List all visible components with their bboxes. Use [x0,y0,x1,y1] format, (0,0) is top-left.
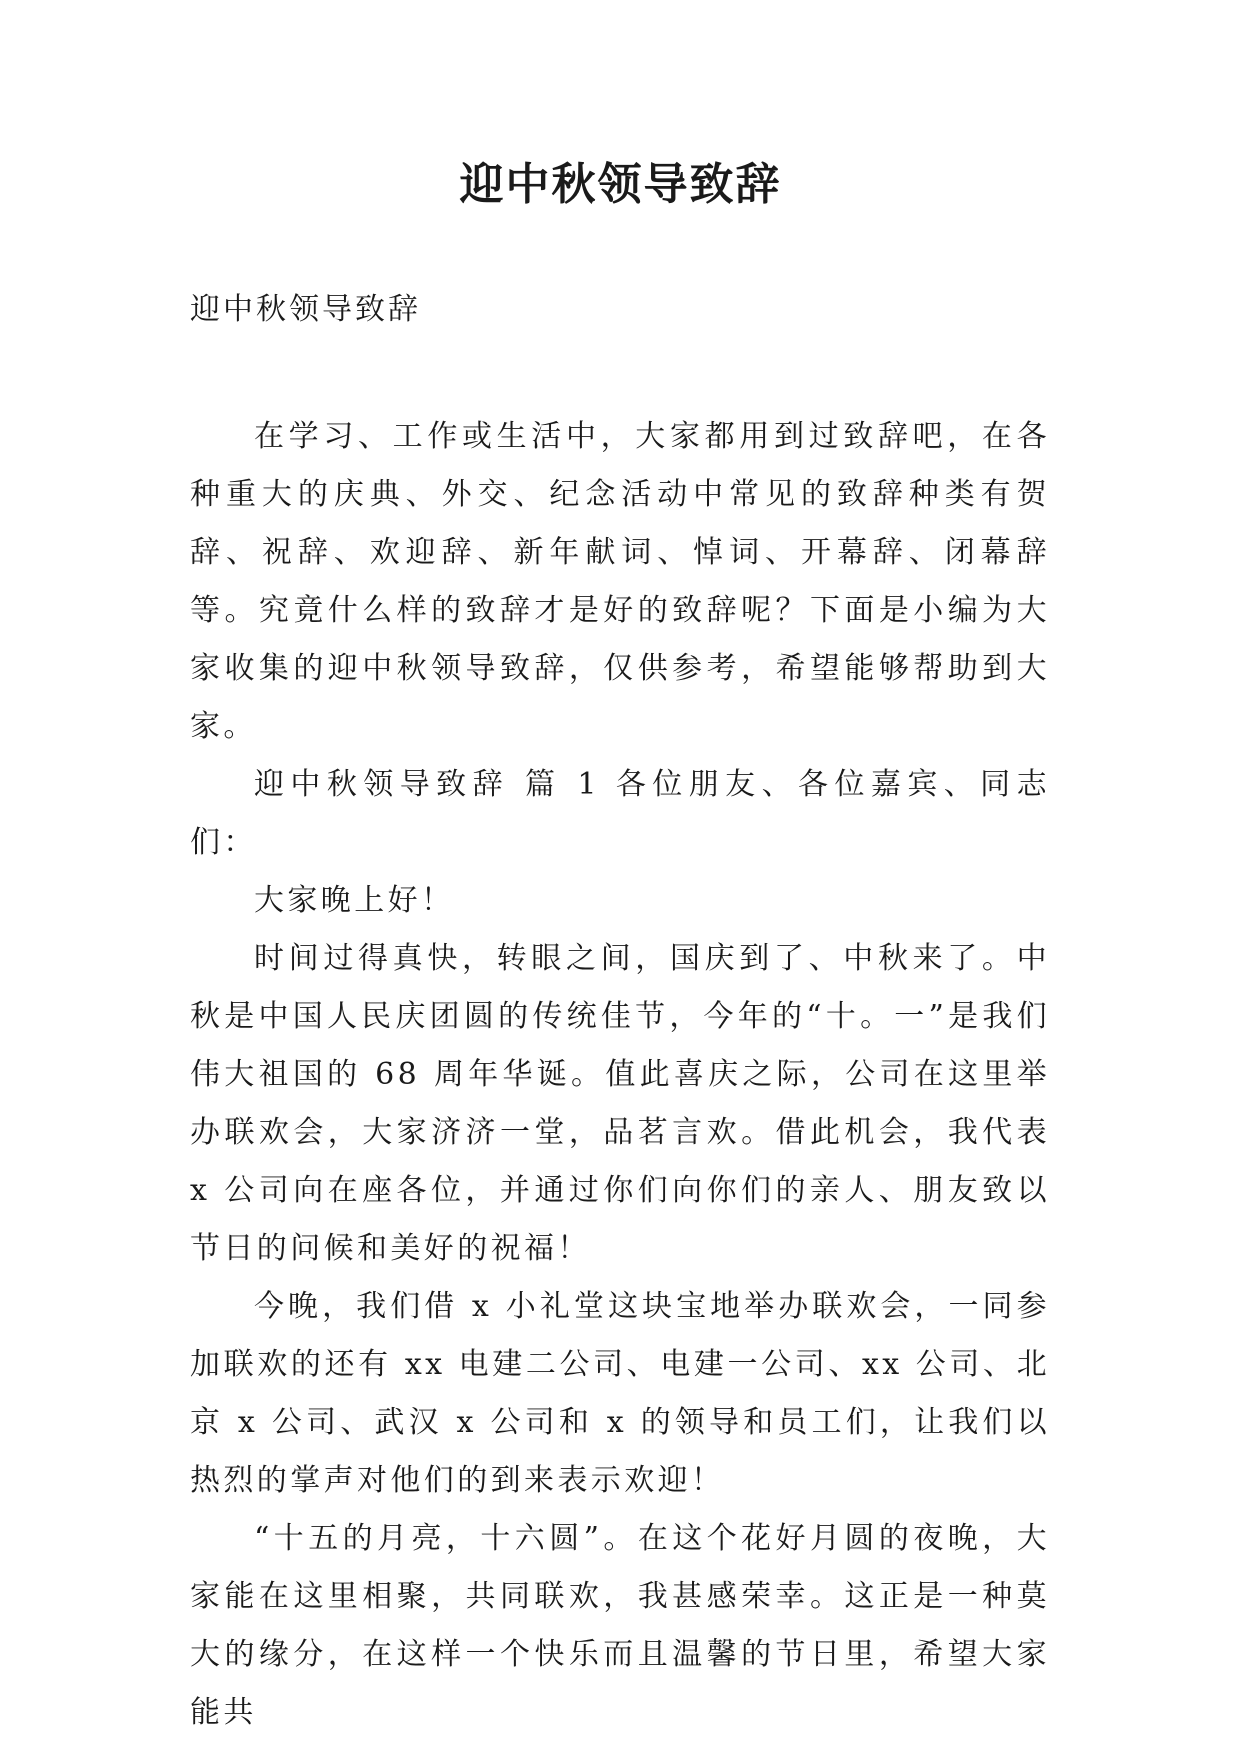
paragraph-intro: 在学习、工作或生活中，大家都用到过致辞吧，在各种重大的庆典、外交、纪念活动中常见的致辞种类有贺辞、祝辞、欢迎辞、新年献词、悼词、开幕辞、闭幕辞等。究竟什么样的致辞才是好的致辞呢？下面是小编为大家收集的迎中秋领导致辞，仅供参考，希望能够帮助到大家。 [190,419,1050,744]
paragraph-good-evening: 大家晚上好！ [254,883,455,918]
paragraph-full-moon: “十五的月亮，十六圆”。在这个花好月圆的夜晚，大家能在这里相聚，共同联欢，我甚感荣幸。这正是一种莫大的缘分，在这样一个快乐而且温馨的节日里，希望大家能共 [190,1521,1050,1730]
document-title: 迎中秋领导致辞 [459,159,782,210]
document-body [190,408,1050,1742]
document-subtitle: 迎中秋领导致辞 [190,292,421,327]
paragraph-time-flies: 时间过得真快，转眼之间，国庆到了、中秋来了。中秋是中国人民庆团圆的传统佳节，今年的“十。一”是我们伟大祖国的 68 周年华诞。值此喜庆之际，公司在这里举办联欢会，大家济济一堂，品茗言欢。借此机会，我代表 x 公司向在座各位，并通过你们向你们的亲人、朋友致以节日的问候和美好的祝福！ [190,941,1050,1266]
paragraph-tonight: 今晚，我们借 x 小礼堂这块宝地举办联欢会，一同参加联欢的还有 xx 电建二公司、电建一公司、xx 公司、北京 x 公司、武汉 x 公司和 x 的领导和员工们，让我们以热烈的掌声对他们的到来表示欢迎！ [190,1289,1050,1498]
paragraph-greeting-heading: 迎中秋领导致辞 篇 1 各位朋友、各位嘉宾、同志们： [190,767,1050,860]
